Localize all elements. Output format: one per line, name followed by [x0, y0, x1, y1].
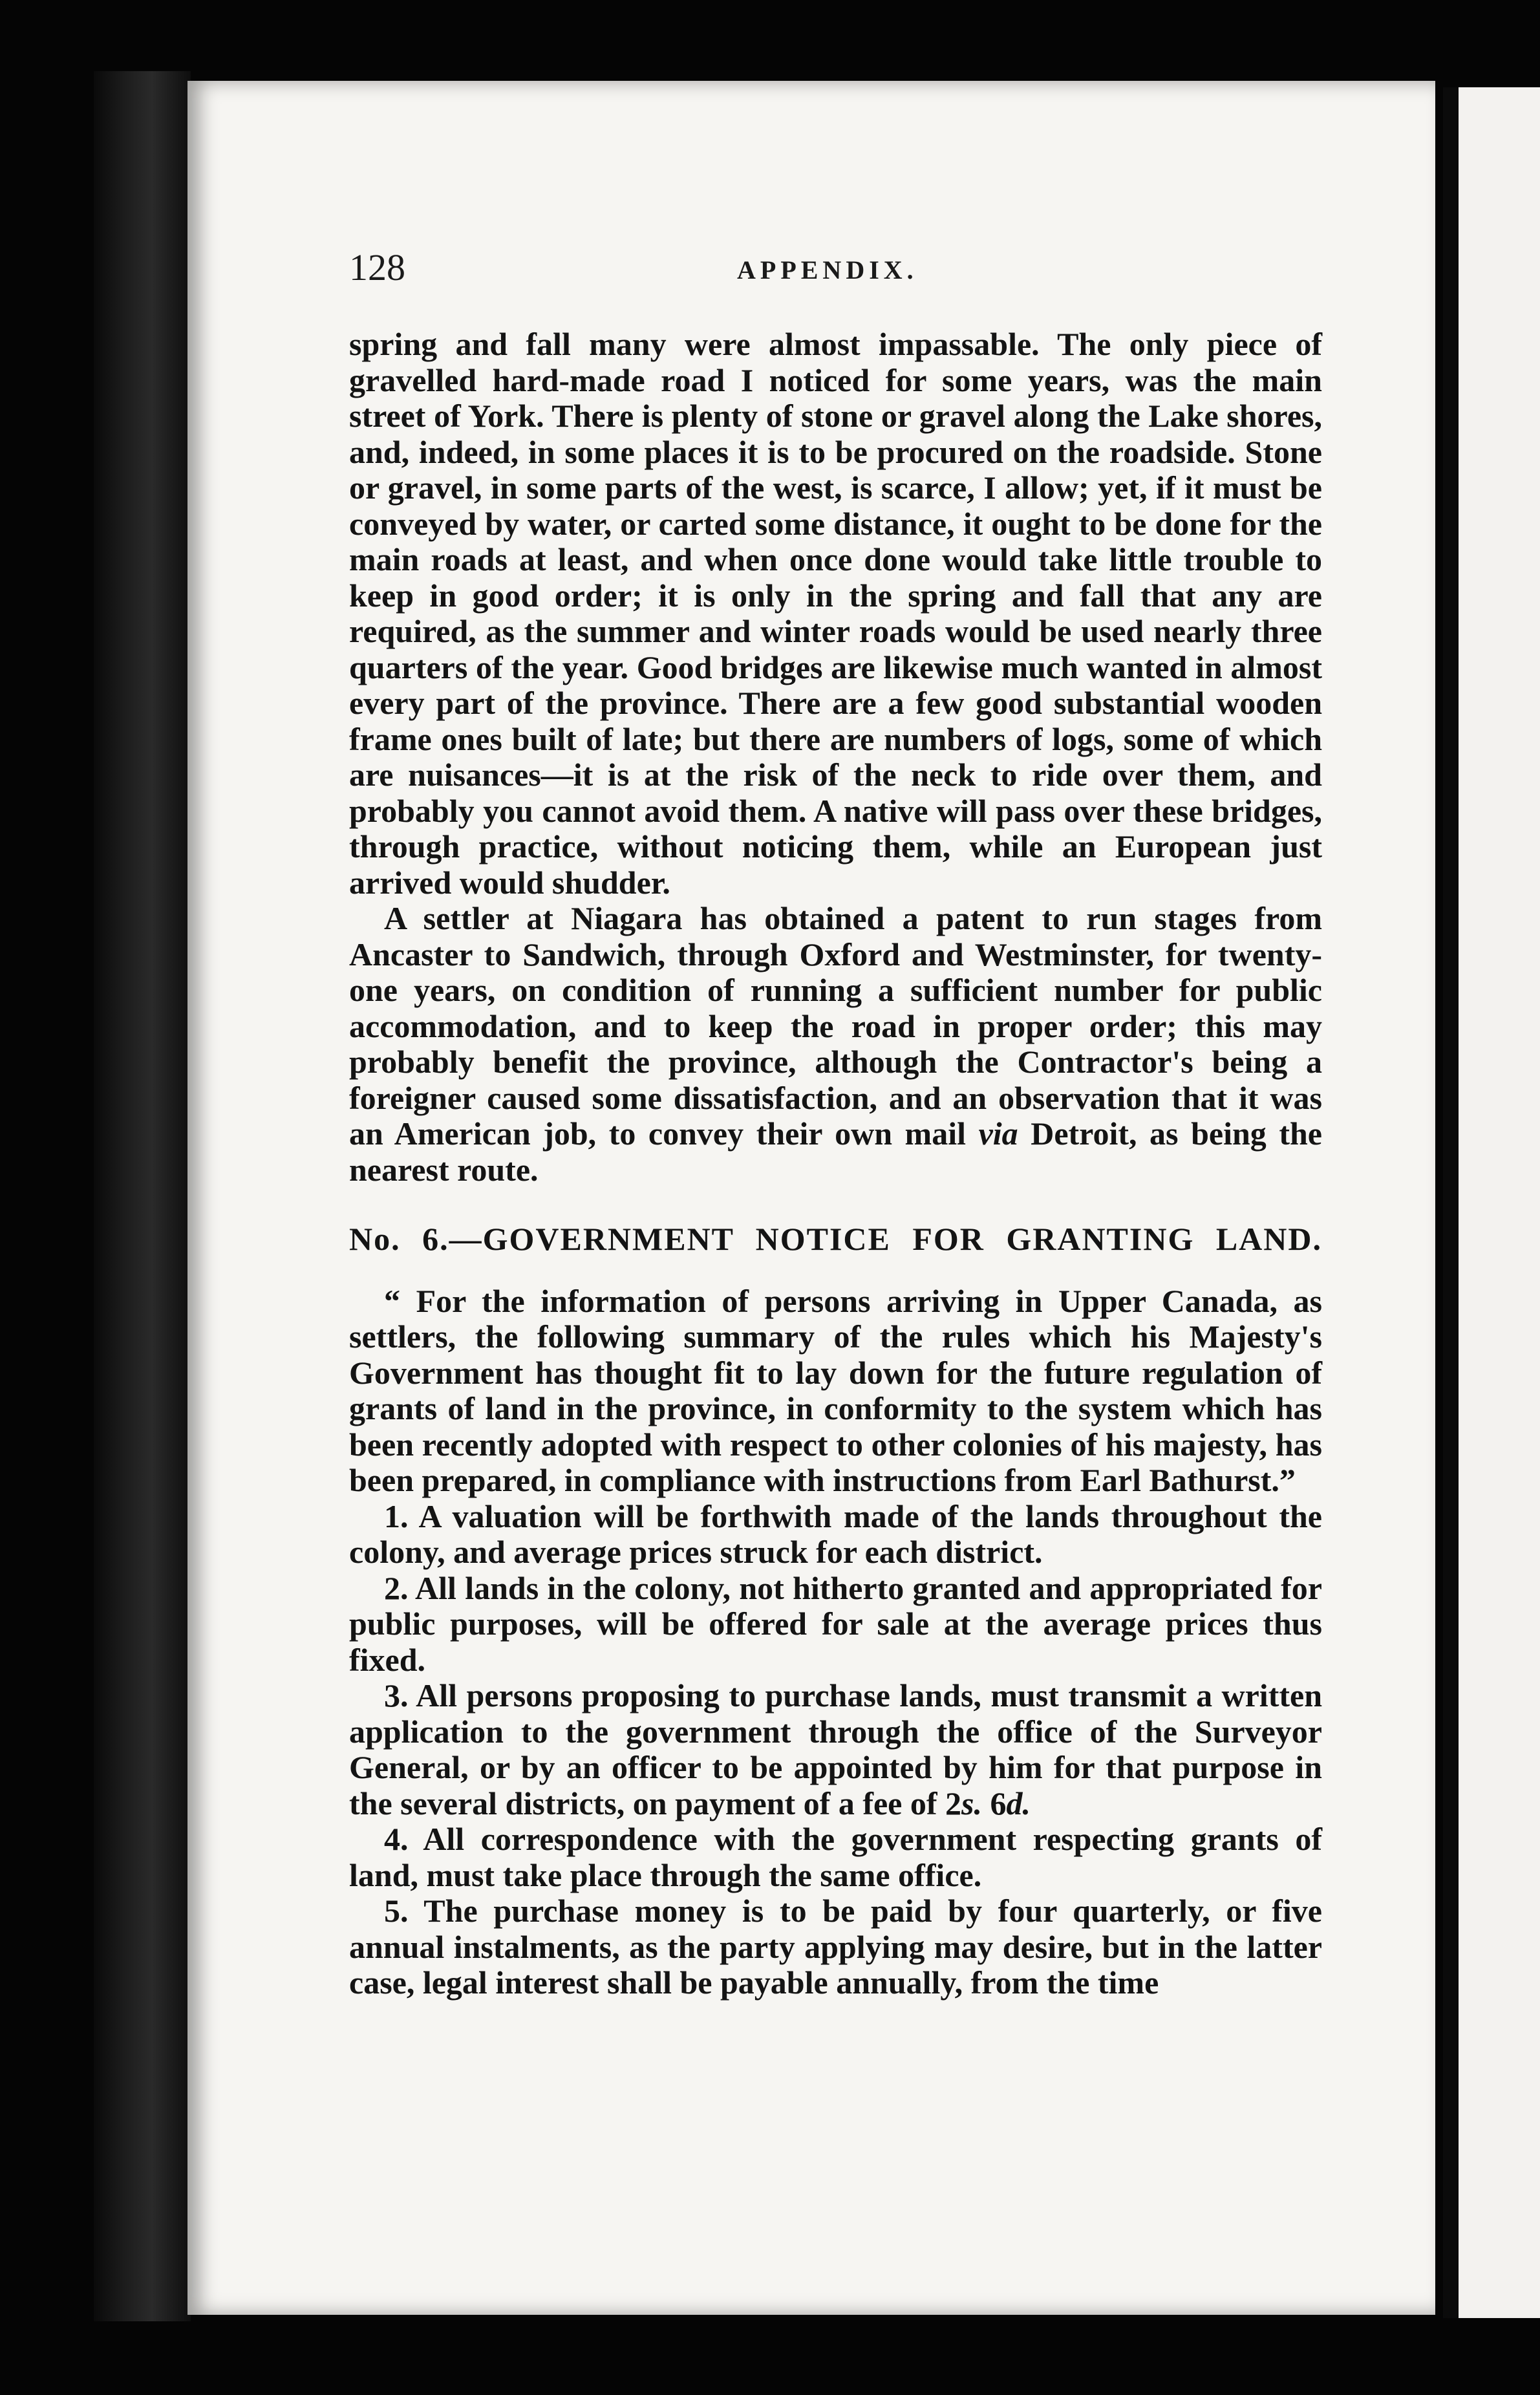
body-text — [349, 327, 1322, 2001]
rule-3-pence: d. — [1006, 1785, 1031, 1821]
rule-1: 1. A valuation will be forthwith made of the lands throughout the colony, and average prices struck for each district. — [349, 1498, 1322, 1570]
rule-2: 2. All lands in the colony, not hitherto granted and appropriated for public purposes, will be offered for sale at the average prices thus fixed. — [349, 1569, 1322, 1678]
page-number: 128 — [349, 246, 405, 288]
rule-5: 5. The purchase money is to be paid by four quarterly, or five annual instalments, as the party applying may desire, but in the latter case, legal interest shall be payable annually, from the time — [349, 1893, 1322, 2001]
paragraph-stages — [349, 901, 1322, 1188]
paragraph-stages-text-1: A settler at Niagara has obtained a patent to run stages from Ancaster to Sandwich, through Oxford and Westminster, for twenty-one years, on condition of running a sufficient number for public accommodation, and to keep the road in proper order; this may probably benefit the province, although the Contractor's being a foreigner caused some dissatisfaction, and an observation that it was an American job, to convey their own mail — [349, 900, 1322, 1152]
paragraph-stages-italic: via — [978, 1115, 1018, 1152]
notice-intro: “ For the information of persons arriving in Upper Canada, as settlers, the following summary of the rules which his Majesty's Government has thought fit to lay down for the future regulation of grants of land in the province, in conformity to the system which has been recently adopted with respect to other colonies of his majesty, has been prepared, in compliance with instructions from Earl Bathurst.” — [349, 1282, 1322, 1498]
rule-3 — [349, 1678, 1322, 1821]
running-head: APPENDIX. — [737, 255, 918, 285]
paragraph-stages-text-2: Detroit, as being the nearest route. — [349, 1115, 1322, 1188]
section-heading: No. 6.—GOVERNMENT NOTICE FOR GRANTING LAND. — [349, 1221, 1322, 1257]
rule-3-shillings: s. — [961, 1785, 982, 1821]
book-spine — [94, 71, 191, 2321]
paragraph-roads: spring and fall many were almost impassable. The only piece of gravelled hard-made road I noticed for some years, was the main street of York. There is plenty of stone or gravel along the Lake shores, and, indeed, in some places it is to be procured on the roadside. Stone or gravel, in some parts of the west, is scarce, I allow; yet, if it must be conveyed by water, or carted some distance, it ought to be done for the main roads at least, and when once done would take little trouble to keep in good order; it is only in the spring and fall that any are required, as the summer and winter roads would be used nearly three quarters of the year. Good bridges are likewise much wanted in almost every part of the province. There are a few good substantial wooden frame ones built of late; but there are numbers of logs, some of which are nuisances—it is at the risk of the neck to ride over them, and probably you cannot avoid them. A native will pass over these bridges, through practice, without noticing them, while an European just arrived would shudder. — [349, 326, 1322, 901]
facing-page-edge — [1443, 87, 1540, 2318]
rule-3-text: 3. All persons proposing to purchase lands, must transmit a written application to the government through the office of the Surveyor General, or by an officer to be appointed by him for that purpose in the several districts, on payment of a fee of 2 — [349, 1677, 1322, 1821]
rule-3-mid: 6 — [982, 1785, 1007, 1821]
rule-4: 4. All correspondence with the government respecting grants of land, must take place through the same office. — [349, 1821, 1322, 1893]
page-header — [349, 246, 1319, 297]
